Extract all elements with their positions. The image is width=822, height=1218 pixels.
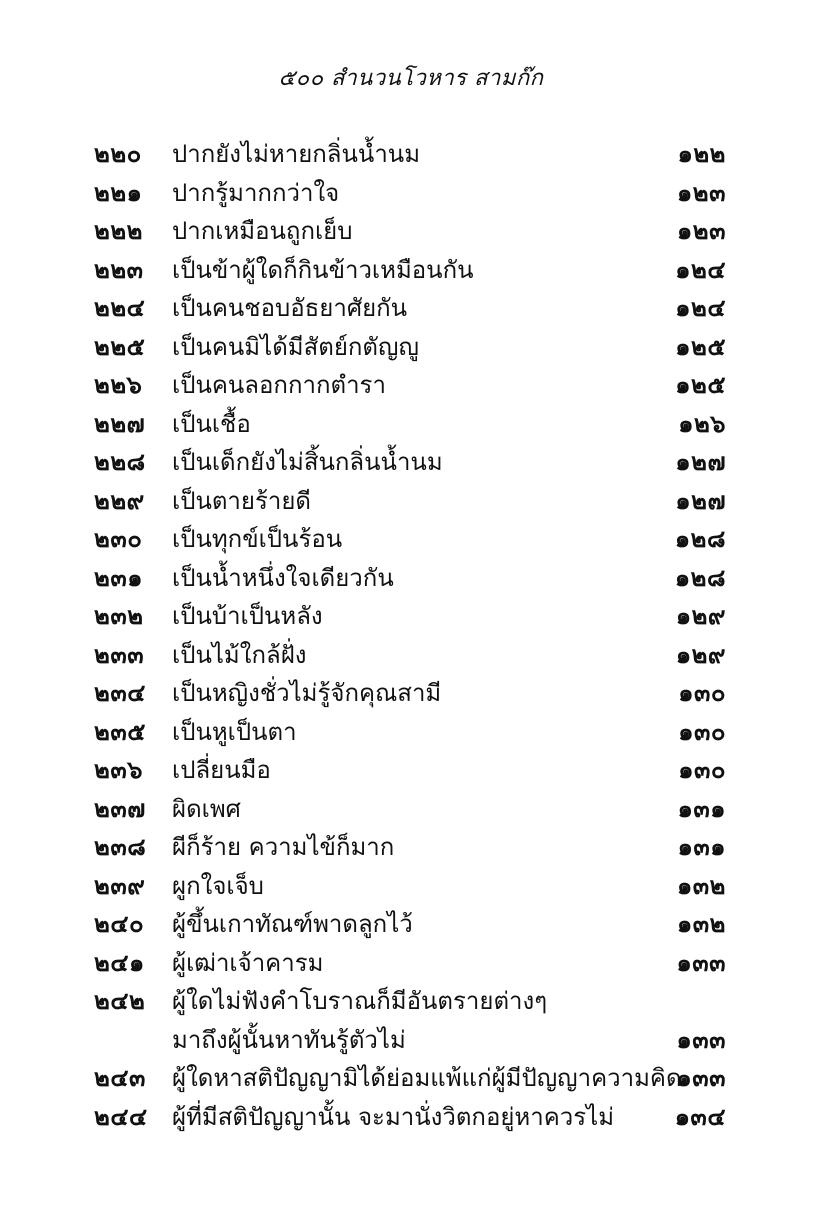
entry-title: เป็นตายร้ายดี: [172, 486, 311, 515]
entry-page: ๑๒๗: [675, 486, 726, 515]
entry-page: ๑๓๒: [677, 871, 726, 900]
list-item: [0, 597, 822, 636]
list-item: [0, 520, 822, 559]
list-item: [0, 289, 822, 328]
entry-number: ๒๒๘: [94, 448, 146, 476]
list-item: [0, 790, 822, 829]
list-item: [0, 366, 822, 405]
list-item: [0, 559, 822, 598]
list-item: [0, 751, 822, 790]
page-header: ๕๐๐ สำนวนโวหาร สามก๊ก: [278, 66, 544, 91]
entry-page: ๑๒๙: [675, 640, 726, 669]
entry-page: ๑๒๗: [675, 448, 726, 476]
entry-page: ๑๓๓: [676, 1025, 726, 1054]
entry-number: ๒๓๔: [94, 679, 146, 707]
list-item: [0, 135, 822, 174]
entry-title: เป็นหญิงชั่วไม่รู้จักคุณสามี: [172, 679, 442, 707]
entry-title: ผู้ขึ้นเกาทัณฑ์พาดลูกไว้: [172, 910, 413, 938]
entry-number: ๒๓๙: [94, 871, 146, 900]
entry-number: ๒๒๗: [94, 409, 146, 438]
entry-page: ๑๒๔: [675, 294, 726, 322]
entry-title: เป็นเด็กยังไม่สิ้นกลิ่นน้ำนม: [172, 448, 443, 476]
entry-number: ๒๒๖: [94, 371, 143, 399]
list-item: [0, 1021, 822, 1060]
entry-number: ๒๔๑: [94, 948, 145, 977]
entry-title: ผู้ที่มีสติปัญญานั้น จะมานั่งวิตกอยู่หาควรไม่: [172, 1102, 615, 1131]
entry-title: ผิดเพศ: [172, 794, 241, 823]
entry-number: ๒๓๑: [94, 563, 143, 592]
list-item: [0, 867, 822, 906]
list-item: [0, 1059, 822, 1098]
entry-page: ๑๒๙: [675, 602, 726, 630]
list-item: [0, 713, 822, 752]
entry-title: เป็นคนลอกกากตำรา: [172, 371, 386, 399]
entry-title: เป็นน้ำหนึ่งใจเดียวกัน: [172, 563, 394, 592]
entry-number: ๒๒๑: [94, 178, 143, 207]
entry-title: ผีก็ร้าย ความไข้ก็มาก: [172, 833, 395, 861]
entry-title: เป็นบ้าเป็นหลัง: [172, 602, 323, 630]
entry-title: เป็นทุกข์เป็นร้อน: [172, 525, 343, 553]
entry-page: ๑๓๐: [678, 756, 726, 784]
entry-page: ๑๒๕: [675, 371, 726, 399]
entry-page: ๑๒๖: [678, 409, 726, 438]
entry-title: ผู้เฒ่าเจ้าคารม: [172, 948, 324, 977]
entry-number: ๒๒๐: [94, 140, 142, 168]
entry-title: เป็นเชื้อ: [172, 409, 251, 438]
entry-number: ๒๔๔: [94, 1102, 148, 1131]
entry-page: ๑๓๑: [677, 794, 726, 823]
entry-number: ๒๔๓: [94, 1064, 146, 1092]
list-item: [0, 944, 822, 983]
entry-page: ๑๓๒: [677, 910, 726, 938]
entry-title: ปากเหมือนถูกเย็บ: [172, 217, 353, 245]
list-item: [0, 905, 822, 944]
entry-title: เปลี่ยนมือ: [172, 756, 271, 784]
entry-title: เป็นข้าผู้ใดก็กินข้าวเหมือนกัน: [172, 255, 474, 284]
entry-number: ๒๓๒: [94, 602, 144, 630]
list-item: [0, 674, 822, 713]
entry-title: ผู้ใดไม่ฟังคำโบราณก็มีอันตรายต่างๆ: [172, 987, 548, 1015]
entry-page: ๑๓๓: [676, 1064, 726, 1092]
entry-page: ๑๓๐: [678, 717, 726, 746]
entry-list: [0, 135, 822, 1136]
entry-number: ๒๓๘: [94, 833, 147, 861]
entry-title: ผูกใจเจ็บ: [172, 871, 264, 900]
entry-number: ๒๒๓: [94, 255, 144, 284]
entry-page: ๑๒๕: [675, 332, 726, 361]
list-item: [0, 443, 822, 482]
entry-number: ๒๒๕: [94, 332, 146, 361]
entry-page: ๑๒๘: [674, 563, 726, 592]
entry-title: เป็นไม้ใกล้ฝั่ง: [172, 640, 307, 669]
entry-number: ๒๓๓: [94, 640, 145, 669]
entry-page: ๑๒๓: [677, 178, 726, 207]
list-item: [0, 405, 822, 444]
entry-number: ๒๔๐: [94, 910, 145, 938]
entry-title: เป็นคนมิได้มีสัตย์กตัญญู: [172, 332, 419, 361]
entry-number: ๒๓๗: [94, 794, 146, 823]
entry-number: ๒๒๒: [94, 217, 143, 245]
entry-page: ๑๒๒: [677, 140, 726, 168]
entry-number: ๒๓๖: [94, 756, 143, 784]
list-item: [0, 328, 822, 367]
list-item: [0, 212, 822, 251]
entry-title: มาถึงผู้นั้นหาทันรู้ตัวไม่: [172, 1025, 406, 1054]
entry-page: ๑๓๐: [678, 679, 726, 707]
entry-number: ๒๒๙: [94, 486, 145, 515]
list-item: [0, 174, 822, 213]
entry-number: ๒๔๒: [94, 987, 146, 1015]
entry-page: ๑๒๓: [677, 217, 726, 245]
list-item: [0, 636, 822, 675]
entry-page: ๑๓๑: [677, 833, 726, 861]
entry-title: ปากยังไม่หายกลิ่นน้ำนม: [172, 140, 421, 168]
entry-page: ๑๒๘: [674, 525, 726, 553]
entry-page: ๑๓๔: [674, 1102, 726, 1131]
entry-title: ผู้ใดหาสติปัญญามิได้ย่อมแพ้แก่ผู้มีปัญญาความคิด: [172, 1064, 682, 1092]
list-item: [0, 251, 822, 290]
entry-title: ปากรู้มากกว่าใจ: [172, 178, 340, 207]
list-item: [0, 482, 822, 521]
entry-title: เป็นหูเป็นตา: [172, 717, 297, 746]
entry-title: เป็นคนชอบอัธยาศัยกัน: [172, 294, 408, 322]
list-item: [0, 828, 822, 867]
list-item: [0, 982, 822, 1021]
entry-number: ๒๓๐: [94, 525, 143, 553]
entry-number: ๒๒๔: [94, 294, 146, 322]
entry-page: ๑๓๓: [676, 948, 726, 977]
entry-page: ๑๒๔: [675, 255, 726, 284]
entry-number: ๒๓๕: [94, 717, 146, 746]
list-item: [0, 1098, 822, 1137]
